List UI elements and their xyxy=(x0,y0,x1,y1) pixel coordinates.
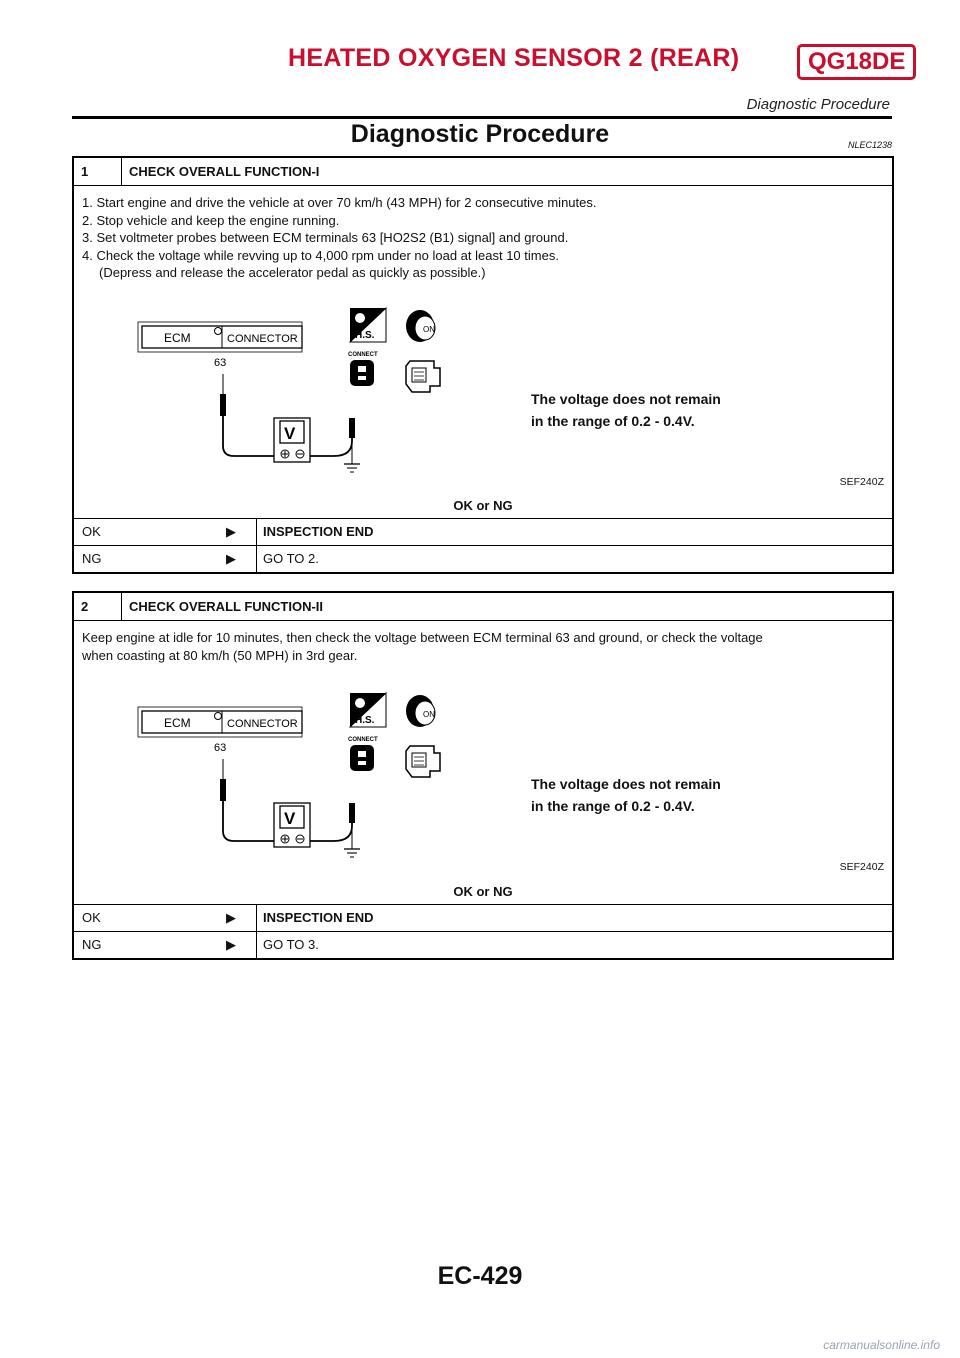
step-number: 2 xyxy=(74,593,122,620)
arrow-right-icon: ▶ xyxy=(226,524,236,539)
result-key: NG xyxy=(82,551,102,566)
result-row-ng xyxy=(74,546,892,572)
result-action: INSPECTION END xyxy=(256,905,374,931)
voltage-condition-note xyxy=(531,773,721,817)
engine-running-icon xyxy=(406,361,440,392)
watermark: carmanualsonline.info xyxy=(823,1338,940,1352)
note-line: The voltage does not remain xyxy=(531,391,721,407)
result-key-cell xyxy=(74,905,256,931)
ecm-label: ECM xyxy=(164,331,191,345)
on-label: ON xyxy=(423,325,435,334)
instruction-line: 1. Start engine and drive the vehicle at over 70 km/h (43 MPH) for 2 consecutive minutes. xyxy=(82,195,597,210)
section-title: Diagnostic Procedure xyxy=(350,120,610,148)
result-action: GO TO 3. xyxy=(256,932,319,958)
ignition-key-icon xyxy=(406,695,435,727)
ground-symbol xyxy=(344,464,360,472)
ecm-connector xyxy=(138,707,302,754)
result-key-cell xyxy=(74,546,256,572)
step-2-box xyxy=(72,591,894,960)
instruction-line: when coasting at 80 km/h (50 MPH) in 3rd gear. xyxy=(82,647,358,663)
result-action: GO TO 2. xyxy=(256,546,319,572)
voltmeter xyxy=(274,418,310,462)
voltmeter-circuit-diagram xyxy=(134,691,454,866)
hs-label: H.S. xyxy=(355,330,375,341)
instruction-line: 2. Stop vehicle and keep the engine running. xyxy=(82,212,340,228)
result-key: OK xyxy=(82,524,101,539)
step-2-header xyxy=(74,593,892,621)
header-subtitle: Diagnostic Procedure xyxy=(746,96,890,113)
ground-symbol xyxy=(344,849,360,857)
ecm-label: ECM xyxy=(164,716,191,730)
result-row-ok xyxy=(74,905,892,932)
arrow-right-icon: ▶ xyxy=(226,910,236,925)
note-line: in the range of 0.2 - 0.4V. xyxy=(531,798,695,814)
header-divider xyxy=(72,116,892,119)
header-title: HEATED OXYGEN SENSOR 2 (REAR) xyxy=(288,44,740,72)
terminal-63-label: 63 xyxy=(214,742,227,754)
voltmeter-label: V xyxy=(284,424,296,443)
page-number: EC-429 xyxy=(437,1262,523,1290)
hs-icon xyxy=(350,693,386,727)
connect-icon xyxy=(348,352,378,386)
step-1-content xyxy=(74,186,892,519)
terminal-63-label: 63 xyxy=(214,357,227,369)
voltmeter-label: V xyxy=(284,809,296,828)
result-key-cell xyxy=(74,519,256,545)
instruction-line: Keep engine at idle for 10 minutes, then check the voltage between ECM terminal 63 and ground, or check the voltage xyxy=(82,630,763,645)
arrow-right-icon: ▶ xyxy=(226,551,236,566)
figure-code: SEF240Z xyxy=(839,476,884,488)
result-row-ng xyxy=(74,932,892,958)
hs-icon xyxy=(350,308,386,342)
ok-or-ng-label: OK or NG xyxy=(453,498,513,513)
result-action: INSPECTION END xyxy=(256,519,374,545)
engine-code-badge: QG18DE xyxy=(797,44,916,80)
engine-running-icon xyxy=(406,746,440,777)
result-key: OK xyxy=(82,910,101,925)
step-label: CHECK OVERALL FUNCTION-I xyxy=(129,164,320,179)
result-key-cell xyxy=(74,932,256,958)
on-label: ON xyxy=(423,710,435,719)
voltmeter-circuit-diagram xyxy=(134,306,454,481)
ignition-key-icon xyxy=(406,310,435,342)
instruction-line: (Depress and release the accelerator pedal as quickly as possible.) xyxy=(99,265,486,280)
step-1-header xyxy=(74,158,892,186)
result-row-ok xyxy=(74,519,892,546)
note-line: in the range of 0.2 - 0.4V. xyxy=(531,413,695,429)
step-number: 1 xyxy=(74,158,122,185)
section-reference: NLEC1238 xyxy=(847,140,892,150)
voltmeter xyxy=(274,803,310,847)
ok-or-ng-label: OK or NG xyxy=(453,884,513,899)
hs-label: H.S. xyxy=(355,715,375,726)
note-line: The voltage does not remain xyxy=(531,776,721,792)
step-1-box xyxy=(72,156,894,574)
page-header xyxy=(72,14,906,116)
connect-label: CONNECT xyxy=(348,737,378,743)
step-label: CHECK OVERALL FUNCTION-II xyxy=(129,599,324,614)
instruction-line: 4. Check the voltage while revving up to 4,000 rpm under no load at least 10 times. xyxy=(82,247,559,263)
voltage-condition-note xyxy=(531,388,721,432)
arrow-right-icon: ▶ xyxy=(226,937,236,952)
connect-label: CONNECT xyxy=(348,352,378,358)
connect-icon xyxy=(348,737,378,771)
result-key: NG xyxy=(82,937,102,952)
instruction-line: 3. Set voltmeter probes between ECM terminals 63 [HO2S2 (B1) signal] and ground. xyxy=(82,230,569,245)
step-2-content xyxy=(74,621,892,905)
connector-label: CONNECTOR xyxy=(227,333,298,345)
figure-code: SEF240Z xyxy=(839,861,884,873)
connector-label: CONNECTOR xyxy=(227,718,298,730)
ecm-connector xyxy=(138,322,302,369)
